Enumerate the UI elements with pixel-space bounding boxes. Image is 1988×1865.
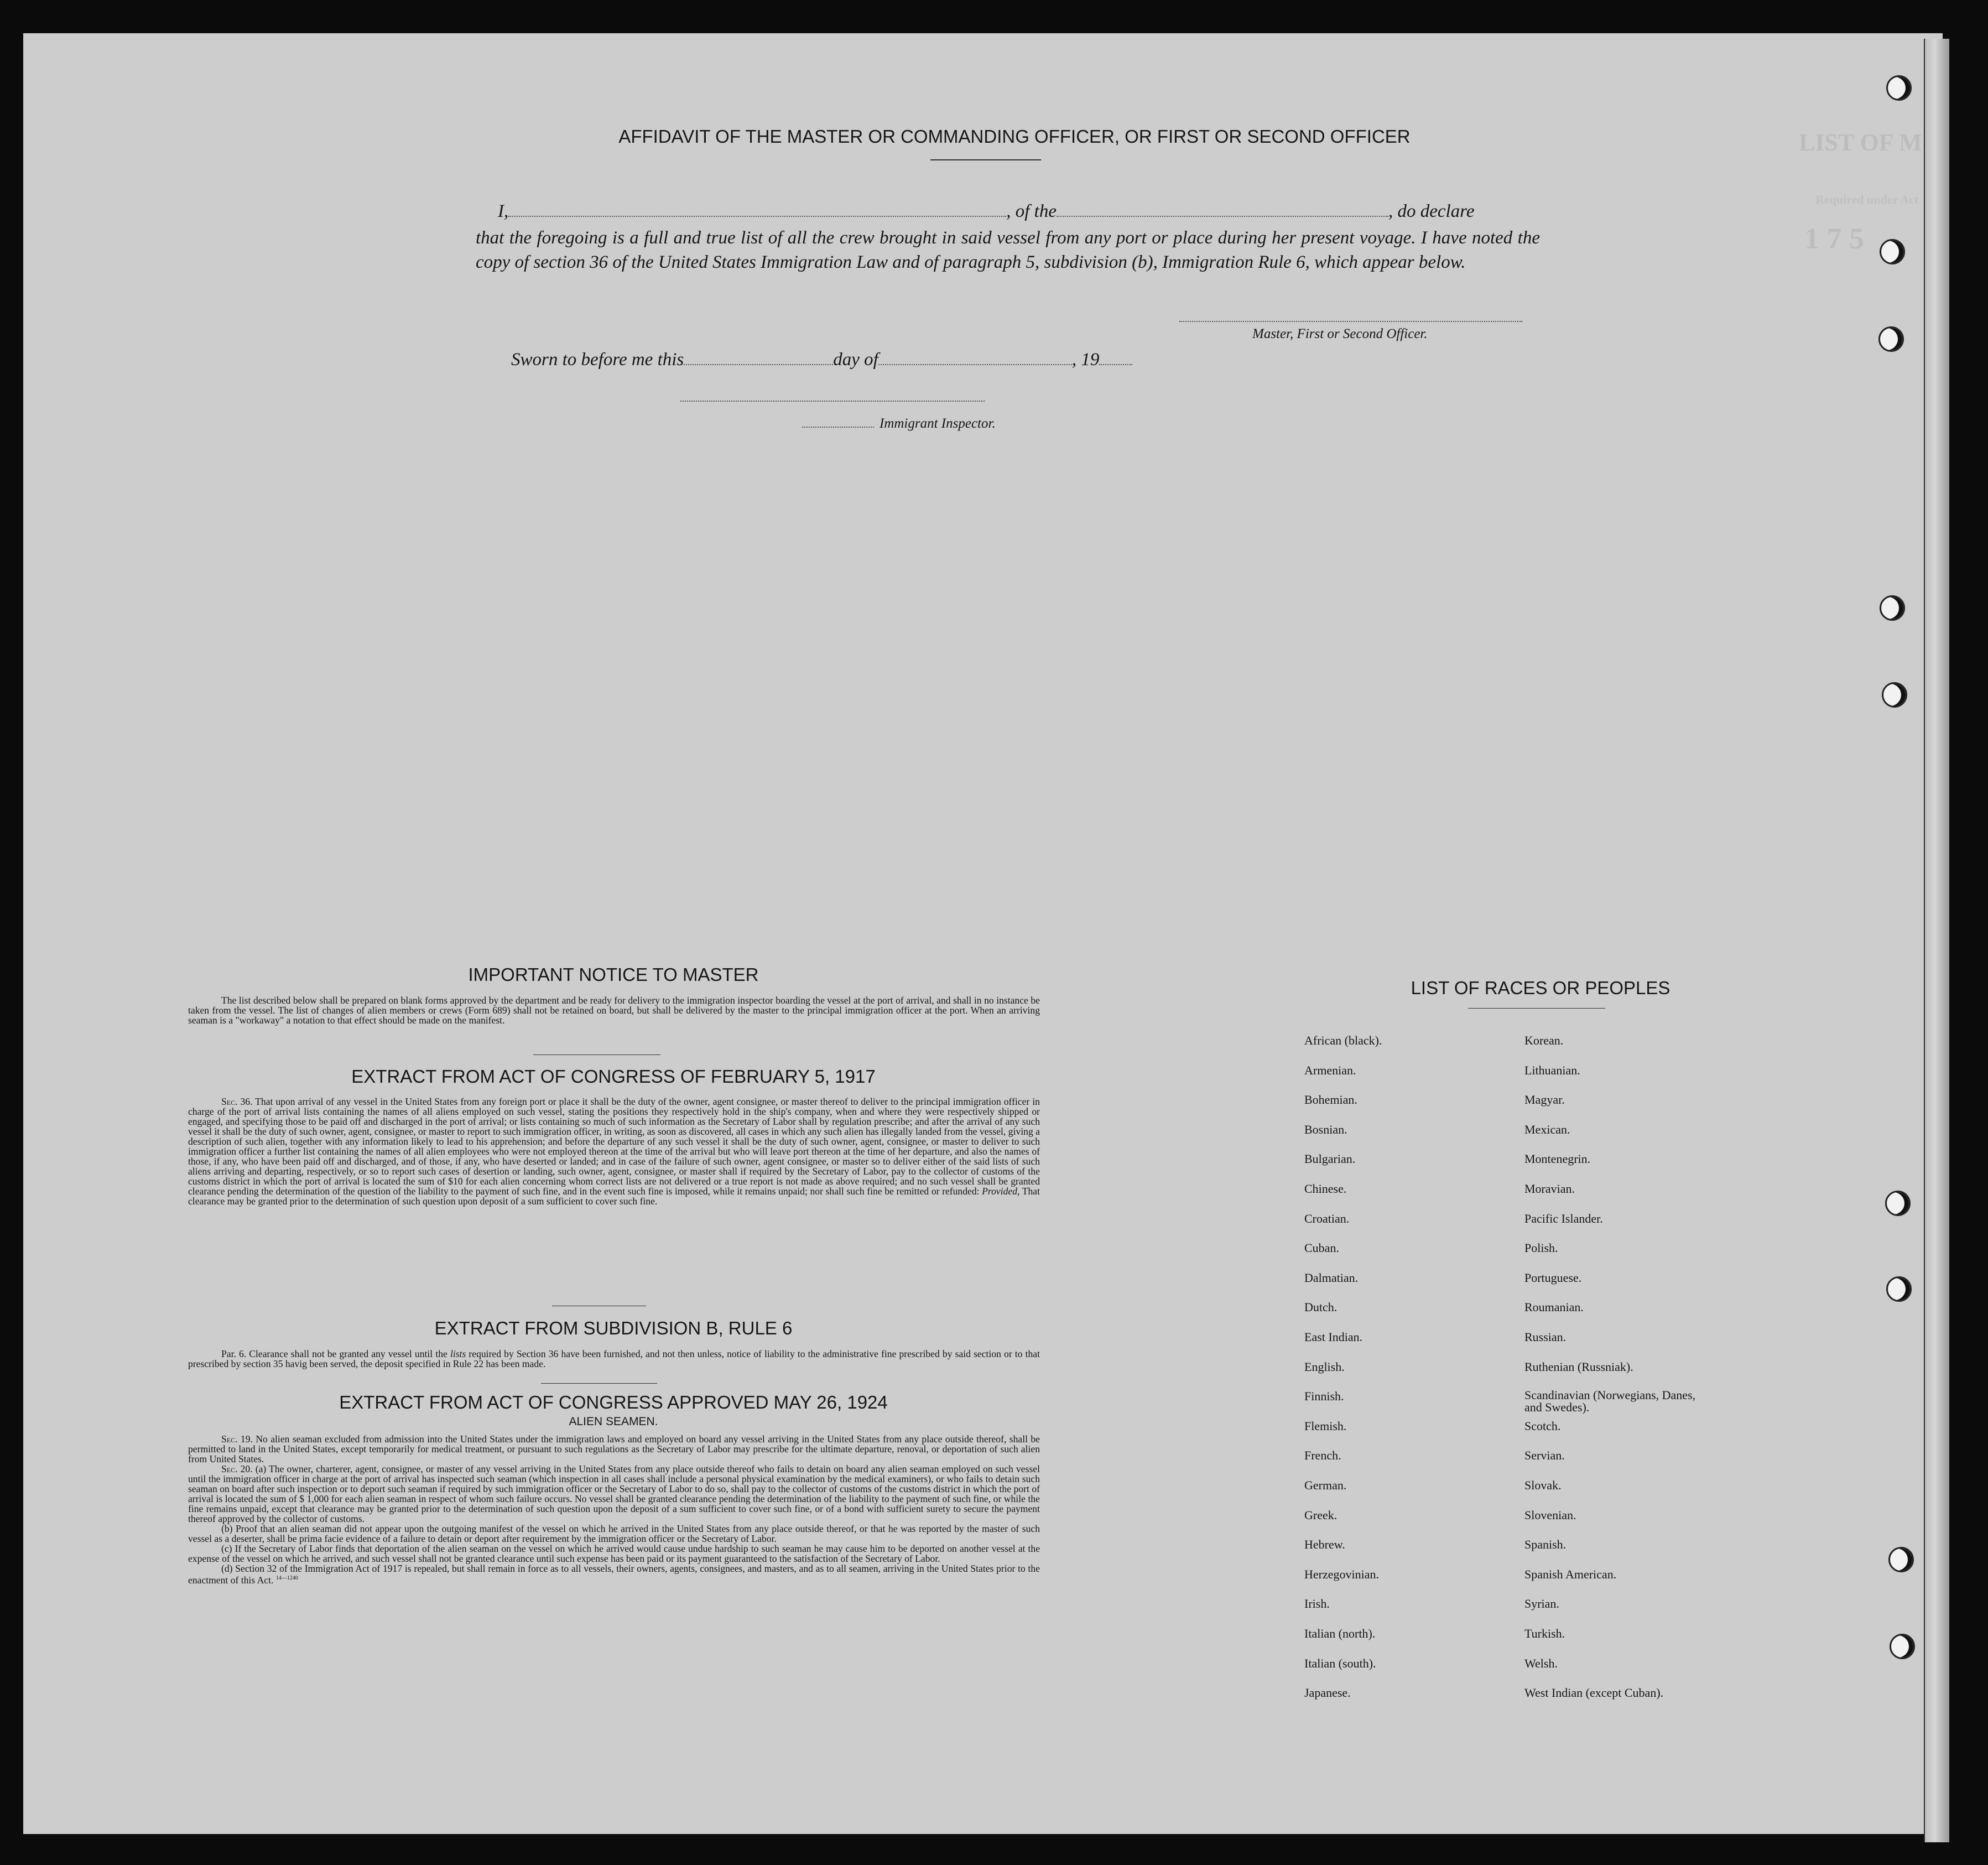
race-item: Irish.: [1304, 1597, 1330, 1611]
race-item: Moravian.: [1524, 1182, 1575, 1196]
declare-label: , do declare: [1388, 201, 1475, 221]
notice-title: IMPORTANT NOTICE TO MASTER: [468, 964, 759, 985]
day-of-label: day of: [833, 350, 878, 370]
extract-1924-subtitle: ALIEN SEAMEN.: [569, 1415, 658, 1428]
race-item: Spanish American.: [1524, 1567, 1617, 1581]
extract-1924-body: [188, 1434, 1040, 1585]
sec36-text: That upon arrival of any vessel in the United States from any foreign port or place it shall be the duty of the owner, agent consignee, or master thereof to deliver to the principal immigration officer in charge of the port of arrival lists containing the names of all aliens employed on such vessel, stating the positions they respectively hold in the ship's company, when and where they were respectively shipped or engaged, and specifying those to be paid off and discharged in the port of arrival; or lists containing so much of such information as the Secretary of Labor shall by regulation prescribe; and after the arrival of any such vessel it shall be the duty of such owner, agent, consignee, or master to report to such immigration officer, in writing, as soon as discovered, all cases in which any such alien has illegally landed from the vessel, giving a description of such alien, together with any information likely to lead to his apprehension; and before the departure of any such vessel it shall be the duty of such owner, agent, consignee, or master to deliver to such immigration officer a further list containing the names of all alien employees who were not employed thereon at the time of the arrival but who will leave port thereon at the time of her departure, and also the names of those, if any, who have been paid off and discharged, and of those, if any, who have deserted or landed; and in case of the failure of such owner, agent consignee, or master so to deliver either of the said lists of such aliens arriving and departing, respectively, or so to report such cases of desertion or landing, such owner, agent, consignee, or master shall if required by the Secretary of Labor, pay to the collector of customs of the customs district in which the port of arrival is located the sum of $10 for each alien concerning whom correct lists are not delivered or a true report is not made as above required; and no such vessel shall be granted clearance pending the determination of the question of the liability to the payment of such fine, and in the event such fine is imposed, while it remains unpaid; nor shall such fine be remitted or refunded:: [188, 1096, 1040, 1197]
extract-rule6-title: EXTRACT FROM SUBDIVISION B, RULE 6: [434, 1318, 793, 1338]
race-item: Italian (south).: [1304, 1656, 1376, 1670]
race-item: African (black).: [1304, 1033, 1382, 1047]
sec20c-text: (c) If the Secretary of Labor finds that deportation of the alien seaman on the vessel on which he arrived would cause undue hardship to such seaman he may cause him to be deported on another vessel at the expense of the vessel on which he arrived, and such vessel shall not be granted clearance until such expense has been paid or its payment guaranteed to the satisfaction of the Secretary of Labor.: [188, 1543, 1040, 1564]
affidavit-statement: that the foregoing is a full and true list of all the crew brought in said vessel from any port or place during her present voyage. I have noted the copy of section 36 of the United States Immigration Law and of paragraph 5, subdivision (b), Immigration Rule 6, which appear below.: [476, 228, 1540, 272]
race-item: Slovak.: [1524, 1478, 1562, 1492]
sworn-month-field[interactable]: [878, 364, 1072, 365]
of-the-label: , of the: [1006, 201, 1057, 221]
race-item: Pacific Islander.: [1524, 1211, 1603, 1225]
affidavit-title: AFFIDAVIT OF THE MASTER OR COMMANDING OFFICER, OR FIRST OR SECOND OFFICER: [618, 126, 1411, 147]
race-item: Bulgarian.: [1304, 1152, 1356, 1166]
race-item: Japanese.: [1304, 1686, 1351, 1700]
race-item: West Indian (except Cuban).: [1524, 1686, 1664, 1700]
sec36-text-end: That clearance may be granted prior to the determination of such question upon deposit of a sum sufficient to cover such fine.: [188, 1186, 1040, 1207]
punch-hole: [1885, 1191, 1911, 1216]
race-item: Chinese.: [1304, 1182, 1347, 1196]
race-item: Roumanian.: [1524, 1300, 1584, 1315]
i-label: I,: [498, 201, 509, 221]
race-item: French.: [1304, 1448, 1341, 1463]
race-item: Italian (north).: [1304, 1627, 1376, 1640]
punch-hole: [1882, 682, 1907, 708]
race-item: Korean.: [1524, 1033, 1564, 1047]
race-item: Greek.: [1304, 1508, 1338, 1522]
extract-1917-body: [188, 1097, 1040, 1206]
provided-label: Provided,: [982, 1186, 1020, 1197]
vessel-name-field[interactable]: [1057, 216, 1388, 217]
sworn-day-field[interactable]: [684, 364, 833, 365]
sec36-label: Sec. 36.: [221, 1096, 253, 1107]
extract-rule6-body: [188, 1349, 1040, 1369]
show-through-number: 1 7 5: [1804, 222, 1864, 255]
rule6-text-a: Par. 6. Clearance shall not be granted any vessel until the: [221, 1348, 447, 1359]
year-label: , 19: [1071, 350, 1100, 370]
lists-label: lists: [450, 1348, 466, 1359]
punch-hole: [1886, 75, 1912, 101]
race-item: Portuguese.: [1524, 1270, 1582, 1285]
race-item: Magyar.: [1524, 1093, 1565, 1107]
race-item: Ruthenian (Russniak).: [1524, 1359, 1633, 1374]
sworn-year-field[interactable]: [1099, 364, 1132, 365]
notice-body: [188, 995, 1040, 1025]
inspector-line: [802, 416, 996, 432]
race-item: Lithuanian.: [1524, 1063, 1580, 1077]
race-item: Mexican.: [1524, 1122, 1570, 1136]
extract-1917-title: EXTRACT FROM ACT OF CONGRESS OF FEBRUARY 5, 1917: [351, 1066, 876, 1087]
form-number: 14—1240: [275, 1575, 298, 1581]
race-item: Welsh.: [1524, 1656, 1558, 1670]
rule6-text-b: required by Section 36 have been furnished, and not then unless, notice of liability to the administrative fine prescribed by said section or to that prescribed by section 35 havig been served, the deposit specified in Rule 22 has been made.: [188, 1348, 1040, 1369]
officer-name-field[interactable]: [508, 216, 1006, 217]
race-item: Armenian.: [1304, 1063, 1356, 1077]
title-rule: [930, 159, 1041, 160]
punch-hole: [1890, 1634, 1915, 1659]
inspector-signature-line[interactable]: [680, 401, 985, 402]
races-title: LIST OF RACES OR PEOPLES: [1411, 978, 1670, 998]
notice-text: The list described below shall be prepared on blank forms approved by the department and be ready for delivery to the immigration inspector boarding the vessel at the port of arrival, and shall in no instance be taken from the vessel. The list of changes of alien members or crews (Form 689) shall not be retained on board, but shall be delivered by the master to the principal immigration officer at the port. When an arriving seaman is a "workaway" a notation to that effect should be made on the manifest.: [188, 995, 1040, 1026]
race-item: Servian.: [1524, 1448, 1565, 1463]
race-item: Hebrew.: [1304, 1537, 1345, 1552]
show-through-line: Required under Act: [1815, 193, 1919, 206]
inspector-label: Immigrant Inspector.: [879, 416, 996, 431]
race-item: Dalmatian.: [1304, 1270, 1359, 1285]
master-signature-line[interactable]: [1179, 321, 1522, 322]
sec20b-text: (b) Proof that an alien seaman did not appear upon the outgoing manifest of the vessel on which he arrived in the United States from any place outside thereof, or that he was reported by the master of such vessel as a deserter, shall be prima facie evidence of a failure to detain or deport after requirement by the immigration officer or the Secretary of Labor.: [188, 1523, 1040, 1544]
race-item: Turkish.: [1524, 1627, 1565, 1640]
race-item: Scotch.: [1524, 1419, 1561, 1433]
race-item: Spanish.: [1524, 1537, 1567, 1552]
race-item: Montenegrin.: [1524, 1152, 1591, 1166]
notice-rule: [533, 1054, 660, 1055]
punch-hole: [1878, 326, 1904, 352]
punch-hole: [1880, 595, 1905, 621]
sec19-text: No alien seaman excluded from admission into the United States under the immigration laws and employed on board any vessel arriving in the United States from any place outside thereof, shall be permitted to land in the United States, except temporarily for medical treatment, or pursuant to such regulations as the Secretary of Labor may prescribe for the ultimate departure, renoval, or deportation of such alien from United States.: [188, 1433, 1040, 1464]
race-item: Scandinavian (Norwegians, Danes, and Swedes).: [1524, 1388, 1696, 1415]
race-item: Finnish.: [1304, 1389, 1344, 1404]
extract-1924-title: EXTRACT FROM ACT OF CONGRESS APPROVED MAY 26, 1924: [339, 1392, 888, 1412]
race-item: English.: [1304, 1359, 1345, 1374]
sworn-label: Sworn to before me this: [511, 350, 684, 370]
race-item: German.: [1304, 1478, 1347, 1492]
race-item: Dutch.: [1304, 1300, 1338, 1315]
inspector-dots: [802, 427, 874, 428]
sec19-label: Sec. 19.: [221, 1433, 253, 1445]
race-item: Polish.: [1524, 1241, 1558, 1255]
sworn-line: [511, 350, 1132, 370]
sec20a-text: (a) The owner, charterer, agent, consignee, or master of any vessel arriving in the United States from any place outside thereof who fails to detain on board any alien seaman employed on such vessel until the immigration officer in charge at the port of arrival has inspected such seaman (which inspection in all cases shall include a personal physical examination by the medical examiners), or who fails to detain such seaman on board after such inspection or to deport such seaman if required by such immigration officer or the Secretary of Labor to do so, shall pay to the collector of customs of the customs district in which the port of arrival is located the sum of $ 1,000 for each alien seaman in respect of whom such failure occurs. No vessel shall be granted clearance pending the determination of the liability to the payment of such fine, or while the fine remains unpaid, except that clearance may be granted prior to the determination of such question upon the deposit of a sum sufficient to cover such fine, or of a bond with sufficient surety to secure the payment thereof approved by the collector of customs.: [188, 1463, 1040, 1524]
punch-hole: [1880, 239, 1905, 264]
race-item: Russian.: [1524, 1330, 1567, 1344]
page-edge: [1924, 39, 1949, 1842]
show-through-heading: LIST OF M: [1799, 129, 1922, 156]
punch-hole: [1886, 1276, 1912, 1302]
sec20d-text: (d) Section 32 of the Immigration Act of 1917 is repealed, but shall remain in force as to all vessels, their owners, agents, consignees, and masters, and as to all seamen, arriving in the United States prior to the enactment of this Act. $^{14—1240}$: [188, 1563, 1040, 1586]
document-page: [23, 33, 1943, 1834]
race-item: Herzegovinian.: [1304, 1567, 1379, 1581]
race-item: Bosnian.: [1304, 1122, 1347, 1136]
race-item: Croatian.: [1304, 1211, 1350, 1225]
race-item: East Indian.: [1304, 1330, 1363, 1344]
extract-rule6-rule: [541, 1383, 657, 1384]
race-item: Cuban.: [1304, 1241, 1339, 1255]
races-rule: [1468, 1008, 1605, 1009]
punch-hole: [1888, 1547, 1914, 1572]
sec20-label: Sec. 20.: [221, 1463, 253, 1474]
master-signature-label: Master, First or Second Officer.: [1252, 326, 1428, 341]
race-item: Syrian.: [1524, 1597, 1559, 1611]
race-item: Flemish.: [1304, 1419, 1347, 1433]
race-item: Bohemian.: [1304, 1093, 1357, 1107]
race-item: Slovenian.: [1524, 1508, 1576, 1522]
affidavit-opening-line: [476, 201, 1474, 222]
